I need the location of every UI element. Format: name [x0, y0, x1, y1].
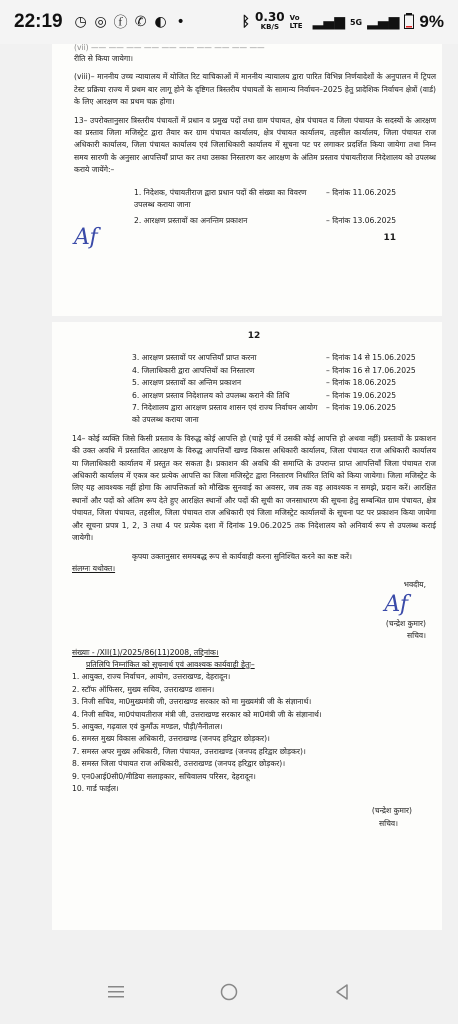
list-item: 8. समस्त जिला पंचायत राज अधिकारी, उत्तराखण्ड (जनपद हरिद्वार छोड़कर)।: [72, 759, 286, 769]
list-item: 1. आयुक्त, राज्य निर्वाचन, आयोग, उत्तराखण्ड, देहरादून।: [72, 672, 231, 682]
volte-badge: Vo LTE: [289, 14, 303, 30]
signer-post: सचिव।: [378, 818, 398, 828]
list-item: 10. गार्ड फाईल।: [72, 784, 119, 793]
status-bar: [0, 0, 458, 44]
network-type: 5G: [349, 17, 363, 27]
list-item: 7. समस्त अपर मुख्य अधिकारी, जिला पंचायत, उत्तराखण्ड (जनपद हरिद्वार छोड़कर)।: [72, 746, 306, 756]
home-circle-icon[interactable]: [209, 972, 249, 1012]
signal-icon-2: ▂▄▆: [367, 14, 400, 30]
paragraph-viii: (viii)– माननीय उच्च न्यायालय में योजित रिट याचिकाओं में माननीय न्यायालय द्वारा पारित विभिन्न निर्णयादेशों के अनुपालन में ट्रिपल टेस्ट प्रक्रिया राज्य में प्रथम बार लागू होने के दृष्टिगत त्रिस्तरीय पंचायतों के सामान्य निर्वाचन–2025 हेतु प्रादेशिक निर्वाचन क्षेत्रों (वार्ड) के लिए आरक्षण का प्रथम चक्र होगा।: [74, 72, 436, 107]
signer-post: सचिव।: [406, 631, 426, 641]
enclosure-line: संलग्नः यथोक्त।: [72, 563, 116, 573]
schedule-item: 3. आरक्षण प्रस्तावों पर आपत्तियाँ प्राप्त करना – दिनांक 14 से 15.06.2025: [132, 353, 416, 363]
schedule-item: 1. निदेशक, पंचायतीराज द्वारा प्रधान पदों की संख्या का विवरण उपलब्ध कराया जाना – दिनांक 11.06.2025: [134, 187, 397, 210]
copy-heading: प्रतिलिपि निम्नांकित को सूचनार्थ एवं आवश्यक कार्यवाही हेतुः–: [86, 659, 255, 669]
facebook-icon: ⓕ: [113, 15, 128, 31]
edge-icon: ◐: [154, 14, 167, 30]
network-speed: 0.30 KB/S: [255, 10, 285, 31]
page-number: 11: [383, 232, 396, 243]
list-item: 6. समस्त मुख्य विकास अधिकारी, उत्तराखण्ड (जनपद हरिद्वार छोड़कर)।: [72, 734, 270, 744]
signature-block-2: [72, 805, 436, 830]
battery-percent: 9%: [419, 12, 444, 31]
menu-icon[interactable]: [96, 972, 136, 1012]
whatsapp-icon: ✆: [134, 14, 147, 30]
navigation-bar: [0, 960, 458, 1024]
partial-line: रीति से किया जायेगा।: [74, 54, 134, 63]
schedule-item: 5. आरक्षण प्रस्तावों का अन्तिम प्रकाशन – दिनांक 18.06.2025: [132, 378, 397, 388]
schedule-list: [74, 187, 436, 228]
schedule-item: 6. आरक्षण प्रस्ताव निदेशालय को उपलब्ध कराने की तिथि – दिनांक 19.06.2025: [132, 390, 397, 400]
back-triangle-icon[interactable]: [322, 972, 362, 1012]
list-item: 5. आयुक्त, गढ़वाल एवं कुमाँऊ मण्डल, पौड़ी/नैनीताल।: [72, 721, 223, 731]
signer-name: (चन्द्रेश कुमार): [385, 618, 426, 628]
notification-icons: [73, 12, 189, 32]
status-time: 22:19: [14, 11, 63, 32]
schedule-item: 4. जिलाधिकारी द्वारा आपत्तियों का निस्तारण – दिनांक 16 से 17.06.2025: [132, 365, 416, 375]
bluetooth-icon: ᛒ: [241, 14, 251, 30]
list-item: 4. निजी सचिव, मा0पंचायतीराज मंत्री जी, उत्तराखण्ड सरकार को मा0मंत्री जी के संज्ञानार्थ।: [72, 709, 322, 719]
list-item: 2. स्टॉफ ऑफिसर, मुख्य सचिव, उत्तराखण्ड शासन।: [72, 684, 215, 694]
document-page-2: [52, 322, 442, 930]
request-line: कृपया उक्तानुसार समयबद्ध रूप से कार्यवाही करना सुनिश्चित करने का कष्ट करें।: [132, 551, 353, 561]
page-number: 12: [247, 331, 261, 341]
clock-icon: ◷: [74, 14, 87, 30]
list-item: 3. निजी सचिव, मा0मुख्यमंत्री जी, उत्तराखण्ड सरकार को मा मुख्यमंत्री जी के संज्ञानार्थ।: [72, 697, 312, 707]
partial-line: (vii) —— —— —— —— —— —— —— —— —— ——: [74, 44, 265, 52]
closing: भवदीय,: [403, 580, 426, 590]
more-notifications-icon: •: [176, 14, 185, 30]
signature: Af: [74, 224, 98, 250]
copy-list: [72, 671, 436, 795]
status-right: [242, 12, 444, 32]
paragraph-13: 13– उपरोक्तानुसार त्रिस्तरीय पंचायतों में प्रधान व प्रमुख पदों तथा ग्राम पंचायत, क्षेत्र पंचायत व जिला पंचायत के सदस्यों के आरक्षण का प्रस्ताव जिला मजिस्ट्रेट द्वारा तैयार कर ग्राम पंचायत कार्यालय, क्षेत्र पंचायत कार्यालय, तहसील कार्यालय, जिला पंचायत राज अधिकारी कार्यालय, जिला पंचायत कार्यालय एवं जिलाधिकारी कार्यालय में सूचना पट पर लगाकर प्रदर्शित किया जायेगा तथा निम्न समय सारणी के अनुसार आपत्तियाँ प्राप्त कर तथा उसका निस्तारण कर आरक्षण के अंतिम प्रस्ताव पंचायतीराज निदेशालय को उपलब्ध कराये जायेंगे:–: [74, 115, 436, 175]
signer-name: (चन्द्रेश कुमार): [371, 806, 412, 816]
reference-line: संख्याः ‑ /XII(1)/2025/86(11)2008, तद्दिनांक।: [72, 647, 219, 657]
list-item: 9. एन0आई0सी0/मीडिया सलाहकार, सचिवालय परिसर, देहरादून।: [72, 771, 256, 781]
paragraph-14: 14– कोई व्यक्ति जिसे किसी प्रस्ताव के विरुद्ध कोई आपत्ति हो (चाहे पूर्व में उसकी कोई आपत्ति हो अथवा नहीं) प्रस्तावों के प्रकाशन की उक्त अवधि में प्रस्तावित आरक्षण के विरुद्ध आपत्तियाँ खण्ड विकास अधिकारी कार्यालय, जिला पंचायत राज अधिकारी कार्यालय या जिलाधिकारी कार्यालय में प्रस्तुत कर सकता है। प्रकाशन की अवधि की समाप्ति के उपरान्त प्राप्त आपत्तियाँ जिला पंचायत राज अधिकारी कार्यालय में एकत्र कर प्रत्येक आपत्ति का जिला मजिस्ट्रेट द्वारा निस्तारण निर्धारित तिथि को किया जायेगा। जिला मजिस्ट्रेट के लिए यह आवश्यक नहीं होगा कि आपत्तिकर्ता को मौखिक सुनवाई का अवसर, जब तक वह आवश्यक न समझे, प्रदान करें। आरक्षित स्थानों और पदों को अंतिम रूप देते हुए आरक्षित स्थानों और पदों की सूची का जनसाधारण की सूचना हेतु सम्बन्धित ग्राम पंचायत, क्षेत्र पंचायत, जिला पंचायत, तहसील, जिला पंचायत राज अधिकारी एवं जिला मजिस्ट्रेट कार्यालयों के सूचना पट पर प्रकाशन किया जायेगा और सूचना प्रपत्र 1, 2, 3 तथा 4 पर प्रत्येक दशा में दिनांक 19.06.2025 तक निदेशालय को अनिवार्य रूप से उपलब्ध कराई जायेगी।: [72, 433, 436, 543]
battery-icon: [404, 13, 414, 32]
schedule-item: 7. निदेशालय द्वारा आरक्षण प्रस्ताव शासन एवं राज्य निर्वाचन आयोग को उपलब्ध कराया जाना – दिनांक 19.06.2025: [132, 403, 397, 425]
signature: Af: [384, 591, 408, 617]
document-page-1: [52, 44, 442, 316]
schedule-list: [72, 352, 436, 426]
schedule-item: 2. आरक्षण प्रस्तावों का अनन्तिम प्रकाशन – दिनांक 13.06.2025: [134, 216, 397, 226]
signal-icon: ▂▄▆: [312, 14, 345, 30]
signature-block: [72, 579, 436, 642]
messenger-icon: ◎: [94, 14, 107, 30]
